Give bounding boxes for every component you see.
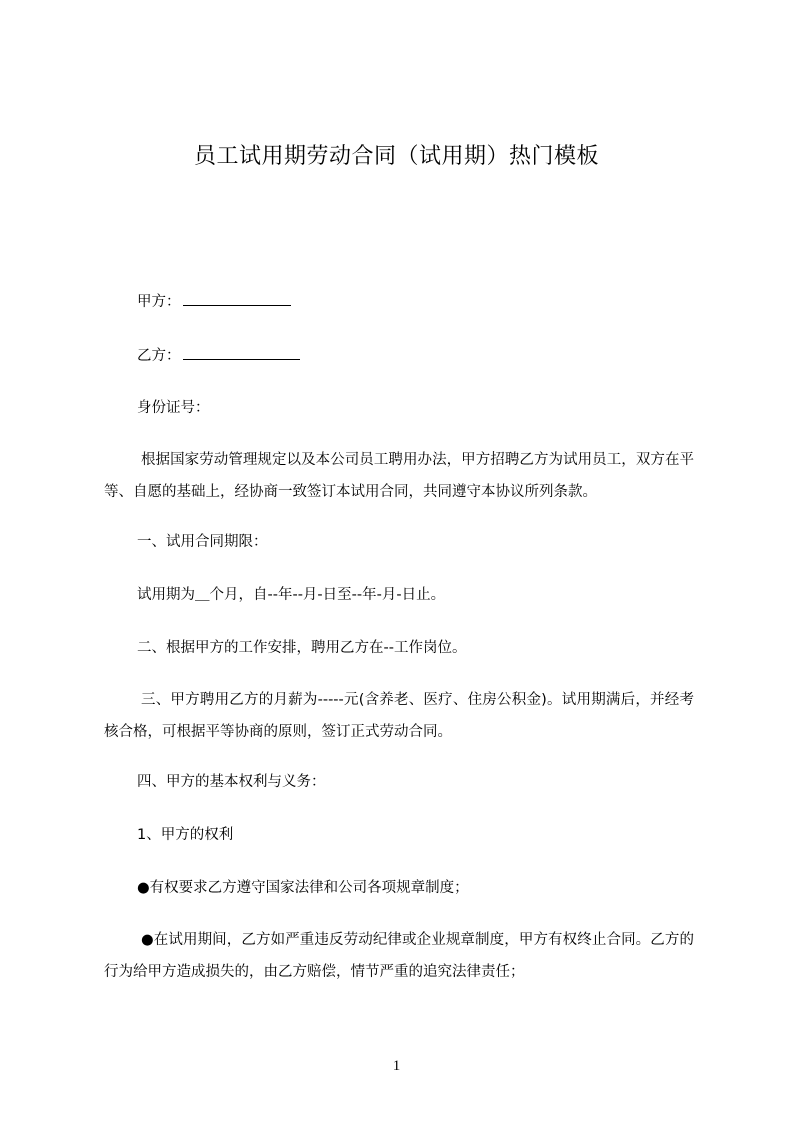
party-a-blank xyxy=(183,291,291,306)
section4-heading: 四、甲方的基本权利与义务： xyxy=(137,774,326,790)
subsection1-heading: 1、甲方的权利 xyxy=(137,827,234,843)
section1-heading: 一、试用合同期限： xyxy=(137,534,268,550)
section3-paragraph: 三、甲方聘用乙方的月薪为-----元(含养老、医疗、住房公积金)。试用期满后，并经考核合格，可根据平等协商的原则，签订正式劳动合同。 xyxy=(104,692,694,740)
section2-text: 二、根据甲方的工作安排，聘用乙方在--工作岗位。 xyxy=(137,640,467,656)
intro-paragraph: 根据国家劳动管理规定以及本公司员工聘用办法，甲方招聘乙方为试用员工，双方在平等、自愿的基础上，经协商一致签订本试用合同，共同遵守本协议所列条款。 xyxy=(104,452,694,500)
party-a-line xyxy=(137,291,291,312)
party-b-label: 乙方： xyxy=(137,348,181,364)
bullet-item-1: ●有权要求乙方遵守国家法律和公司各项规章制度； xyxy=(137,880,469,896)
bullet-item-2: ●在试用期间，乙方如严重违反劳动纪律或企业规章制度，甲方有权终止合同。乙方的行为给甲方造成损失的，由乙方赔偿，情节严重的追究法律责任； xyxy=(104,932,694,980)
id-number-label: 身份证号： xyxy=(137,400,210,416)
section1-body: 试用期为＿个月，自--年--月-日至--年-月-日止。 xyxy=(137,587,446,603)
page-number: 1 xyxy=(392,1058,401,1074)
id-number-line xyxy=(137,398,210,418)
party-b-line xyxy=(137,345,300,366)
party-a-label: 甲方： xyxy=(137,294,181,310)
document-title: 员工试用期劳动合同（试用期）热门模板 xyxy=(193,144,599,169)
party-b-blank xyxy=(183,345,300,360)
